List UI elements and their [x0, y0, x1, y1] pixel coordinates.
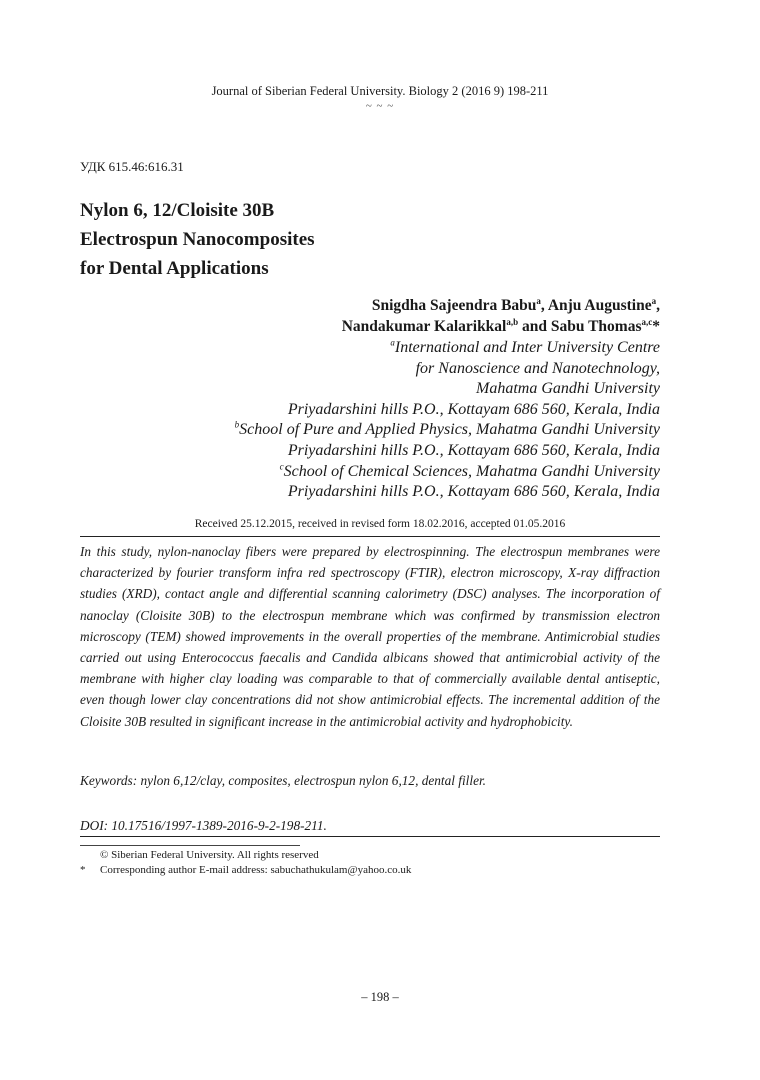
affil-mark: a: [390, 337, 395, 348]
affil-line: Priyadarshini hills P.O., Kottayam 686 560, Kerala, India: [287, 441, 660, 459]
divider: [80, 836, 660, 837]
footnotes: [80, 848, 411, 877]
author-affil-mark: a: [536, 295, 541, 306]
journal-header: Journal of Siberian Federal University. Biology 2 (2016 9) 198-211: [211, 84, 549, 98]
footnote-divider: [80, 845, 300, 846]
affil-line: International and Inter University Centre: [394, 339, 660, 356]
author-separator: ,: [656, 297, 660, 314]
footnote-mark: *: [80, 863, 86, 876]
copyright-note: © Siberian Federal University. All rights reserved: [100, 849, 319, 861]
udc-code: УДК 615.46:616.31: [80, 159, 184, 174]
affil-line: School of Chemical Sciences, Mahatma Gandhi University: [283, 462, 660, 480]
author-affil-mark: a,c: [641, 316, 653, 327]
author-list: [342, 295, 660, 337]
affil-line: for Nanoscience and Nanotechnology,: [415, 359, 660, 377]
title-line: for Dental Applications: [80, 258, 269, 279]
affil-mark: b: [234, 420, 240, 431]
footnote-mark: [80, 848, 100, 863]
author-name: Anju Augustine: [547, 297, 652, 314]
author-name: Snigdha Sajeendra Babu: [371, 297, 537, 314]
author-separator: ,: [540, 297, 548, 314]
corresponding-author-email: Corresponding author E-mail address: sabuchathukulam@yahoo.co.uk: [100, 863, 412, 876]
divider: [80, 536, 660, 537]
footnote: [80, 863, 411, 878]
affil-line: Priyadarshini hills P.O., Kottayam 686 560, Kerala, India: [287, 400, 660, 418]
page-number: – 198 –: [361, 990, 399, 1004]
abstract: In this study, nylon-nanoclay fibers were prepared by electrospinning. The electrospun membranes were characterized by fourier transform infra red spectroscopy (FTIR), electron microscopy, X-ray diffraction studies (XRD), contact angle and differential scanning calorimetry (DSC) analyses. The incorporation of nanoclay (Cloisite 30B) to the electrospun membrane which was confirmed by transmission electron microscopy (TEM) showed improvements in the overall properties of the membrane. Antimicrobial studies carried out using Enterococcus faecalis and Candida albicans showed that antimicrobial activity of the membrane with higher clay loading was comparable to that of commercially available dental antiseptic, even though lower clay concentrations did not show antimicrobial effects. The incremental addition of the Cloisite 30B resulted in significant increase in the antimicrobial activity and hydrophobicity.: [80, 544, 660, 729]
affil-mark: c: [279, 461, 284, 472]
affiliations: [235, 338, 660, 503]
affil-line: Priyadarshini hills P.O., Kottayam 686 560, Kerala, India: [287, 483, 660, 501]
affil-line: School of Pure and Applied Physics, Mahatma Gandhi University: [239, 421, 660, 439]
paper-title: [80, 196, 315, 283]
header-ornament: ~ ~ ~: [365, 100, 395, 112]
doi: DOI: 10.17516/1997-1389-2016-9-2-198-211.: [80, 818, 327, 833]
author-name: Sabu Thomas: [550, 318, 642, 335]
title-line: Nylon 6, 12/Cloisite 30B: [80, 200, 275, 221]
corresponding-mark: *: [652, 318, 660, 335]
author-affil-mark: a: [651, 295, 657, 306]
author-separator: and: [518, 318, 551, 335]
author-name: Nandakumar Kalarikkal: [341, 318, 507, 335]
keywords: Keywords: nylon 6,12/clay, composites, electrospun nylon 6,12, dental filler.: [80, 773, 486, 788]
received-dates: Received 25.12.2015, received in revised form 18.02.2016, accepted 01.05.2016: [194, 518, 566, 530]
affil-line: Mahatma Gandhi University: [476, 380, 660, 398]
footnote: [80, 848, 411, 863]
author-affil-mark: a,b: [506, 316, 519, 327]
title-line: Electrospun Nanocomposites: [80, 229, 315, 250]
